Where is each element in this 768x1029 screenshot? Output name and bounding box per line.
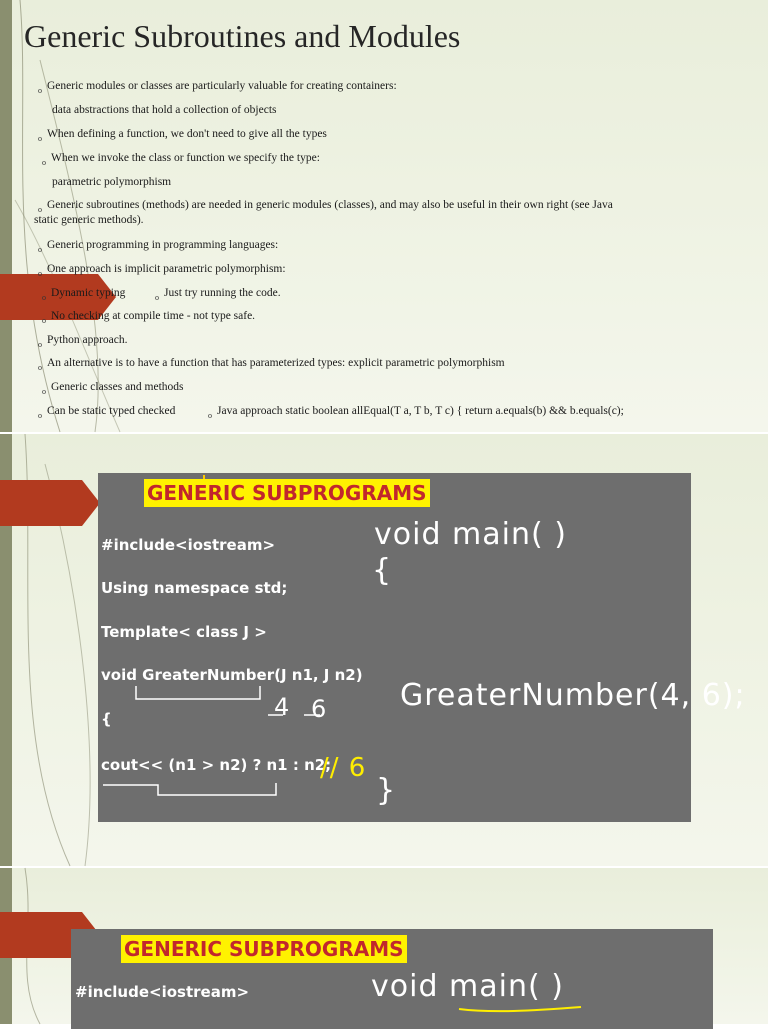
bullet-line: $_o$ Generic modules or classes are particularly valuable for creating containers: <box>38 80 397 95</box>
sub-line: static generic methods). <box>34 214 144 226</box>
section-arrow <box>0 480 100 526</box>
code-line: Using namespace std; <box>101 579 288 597</box>
code-line: void GreaterNumber(J n1, J n2) <box>101 666 363 684</box>
image-title: GENERIC SUBPROGRAMS <box>121 935 407 963</box>
handwritten-brace-open: { <box>372 553 393 588</box>
bullet-line: $_o$ No checking at compile time - not type safe. <box>42 310 256 325</box>
handwritten-main: void main( ) <box>371 969 564 1004</box>
bullet-line: $_o$ Generic programming in programming languages: <box>38 239 279 254</box>
bullet-line: $_o$ Python approach. <box>38 334 128 349</box>
code-line: { <box>101 710 112 728</box>
bullet-line: $_o$ When we invoke the class or function we specify the type: <box>42 152 320 167</box>
code-line: #include<iostream> <box>75 983 250 1001</box>
handwritten-main: void main( ) <box>374 517 567 552</box>
bullet-line: $_o$ Generic classes and methods <box>42 381 184 396</box>
bullet-line: $_o$ An alternative is to have a function that has parameterized types: explicit parametric polymorphism <box>38 357 505 372</box>
bullet-line: $_o$ Dynamic typing <box>42 287 126 302</box>
handwritten-underline <box>71 929 713 1029</box>
slide-2 <box>0 434 768 866</box>
sub-line: parametric polymorphism <box>52 176 172 188</box>
bullet-line: $_o$ One approach is implicit parametric polymorphism: <box>38 263 286 278</box>
handwritten-call: GreaterNumber(4, 6); <box>400 678 746 713</box>
code-screenshot <box>98 473 746 822</box>
slide-1 <box>0 0 768 432</box>
code-line: cout<< (n1 > n2) ? n1 : n2; <box>101 756 332 774</box>
code-screenshot <box>71 929 713 1029</box>
handwritten-arg-2: 6 <box>311 695 328 723</box>
handwritten-arg-1: 4 <box>274 693 291 721</box>
sub-line: data abstractions that hold a collection of objects <box>52 104 277 116</box>
bullet-line: $_o$ Generic subroutines (methods) are needed in generic modules (classes), and may also be useful in their own right (see Java <box>38 199 613 214</box>
bullet-line: $_o$ Java approach static boolean allEqual(T a, T b, T c) { return a.equals(b) && b.equals(c); <box>208 405 624 420</box>
handwritten-result: // 6 <box>320 753 367 783</box>
bullet-line: $_o$ Can be static typed checked <box>38 405 176 420</box>
slide-title: Generic Subroutines and Modules <box>24 18 461 54</box>
code-line: Template< class J > <box>101 623 267 641</box>
slide-3 <box>0 868 768 1024</box>
bullet-line: $_o$ When defining a function, we don't need to give all the types <box>38 128 327 143</box>
bullet-line: $_o$ Just try running the code. <box>155 287 281 302</box>
handwritten-brace-close: } <box>376 773 397 808</box>
image-title: GENERIC SUBPROGRAMS <box>144 479 430 507</box>
handwritten-strokes <box>98 473 691 822</box>
code-line: #include<iostream> <box>101 536 276 554</box>
